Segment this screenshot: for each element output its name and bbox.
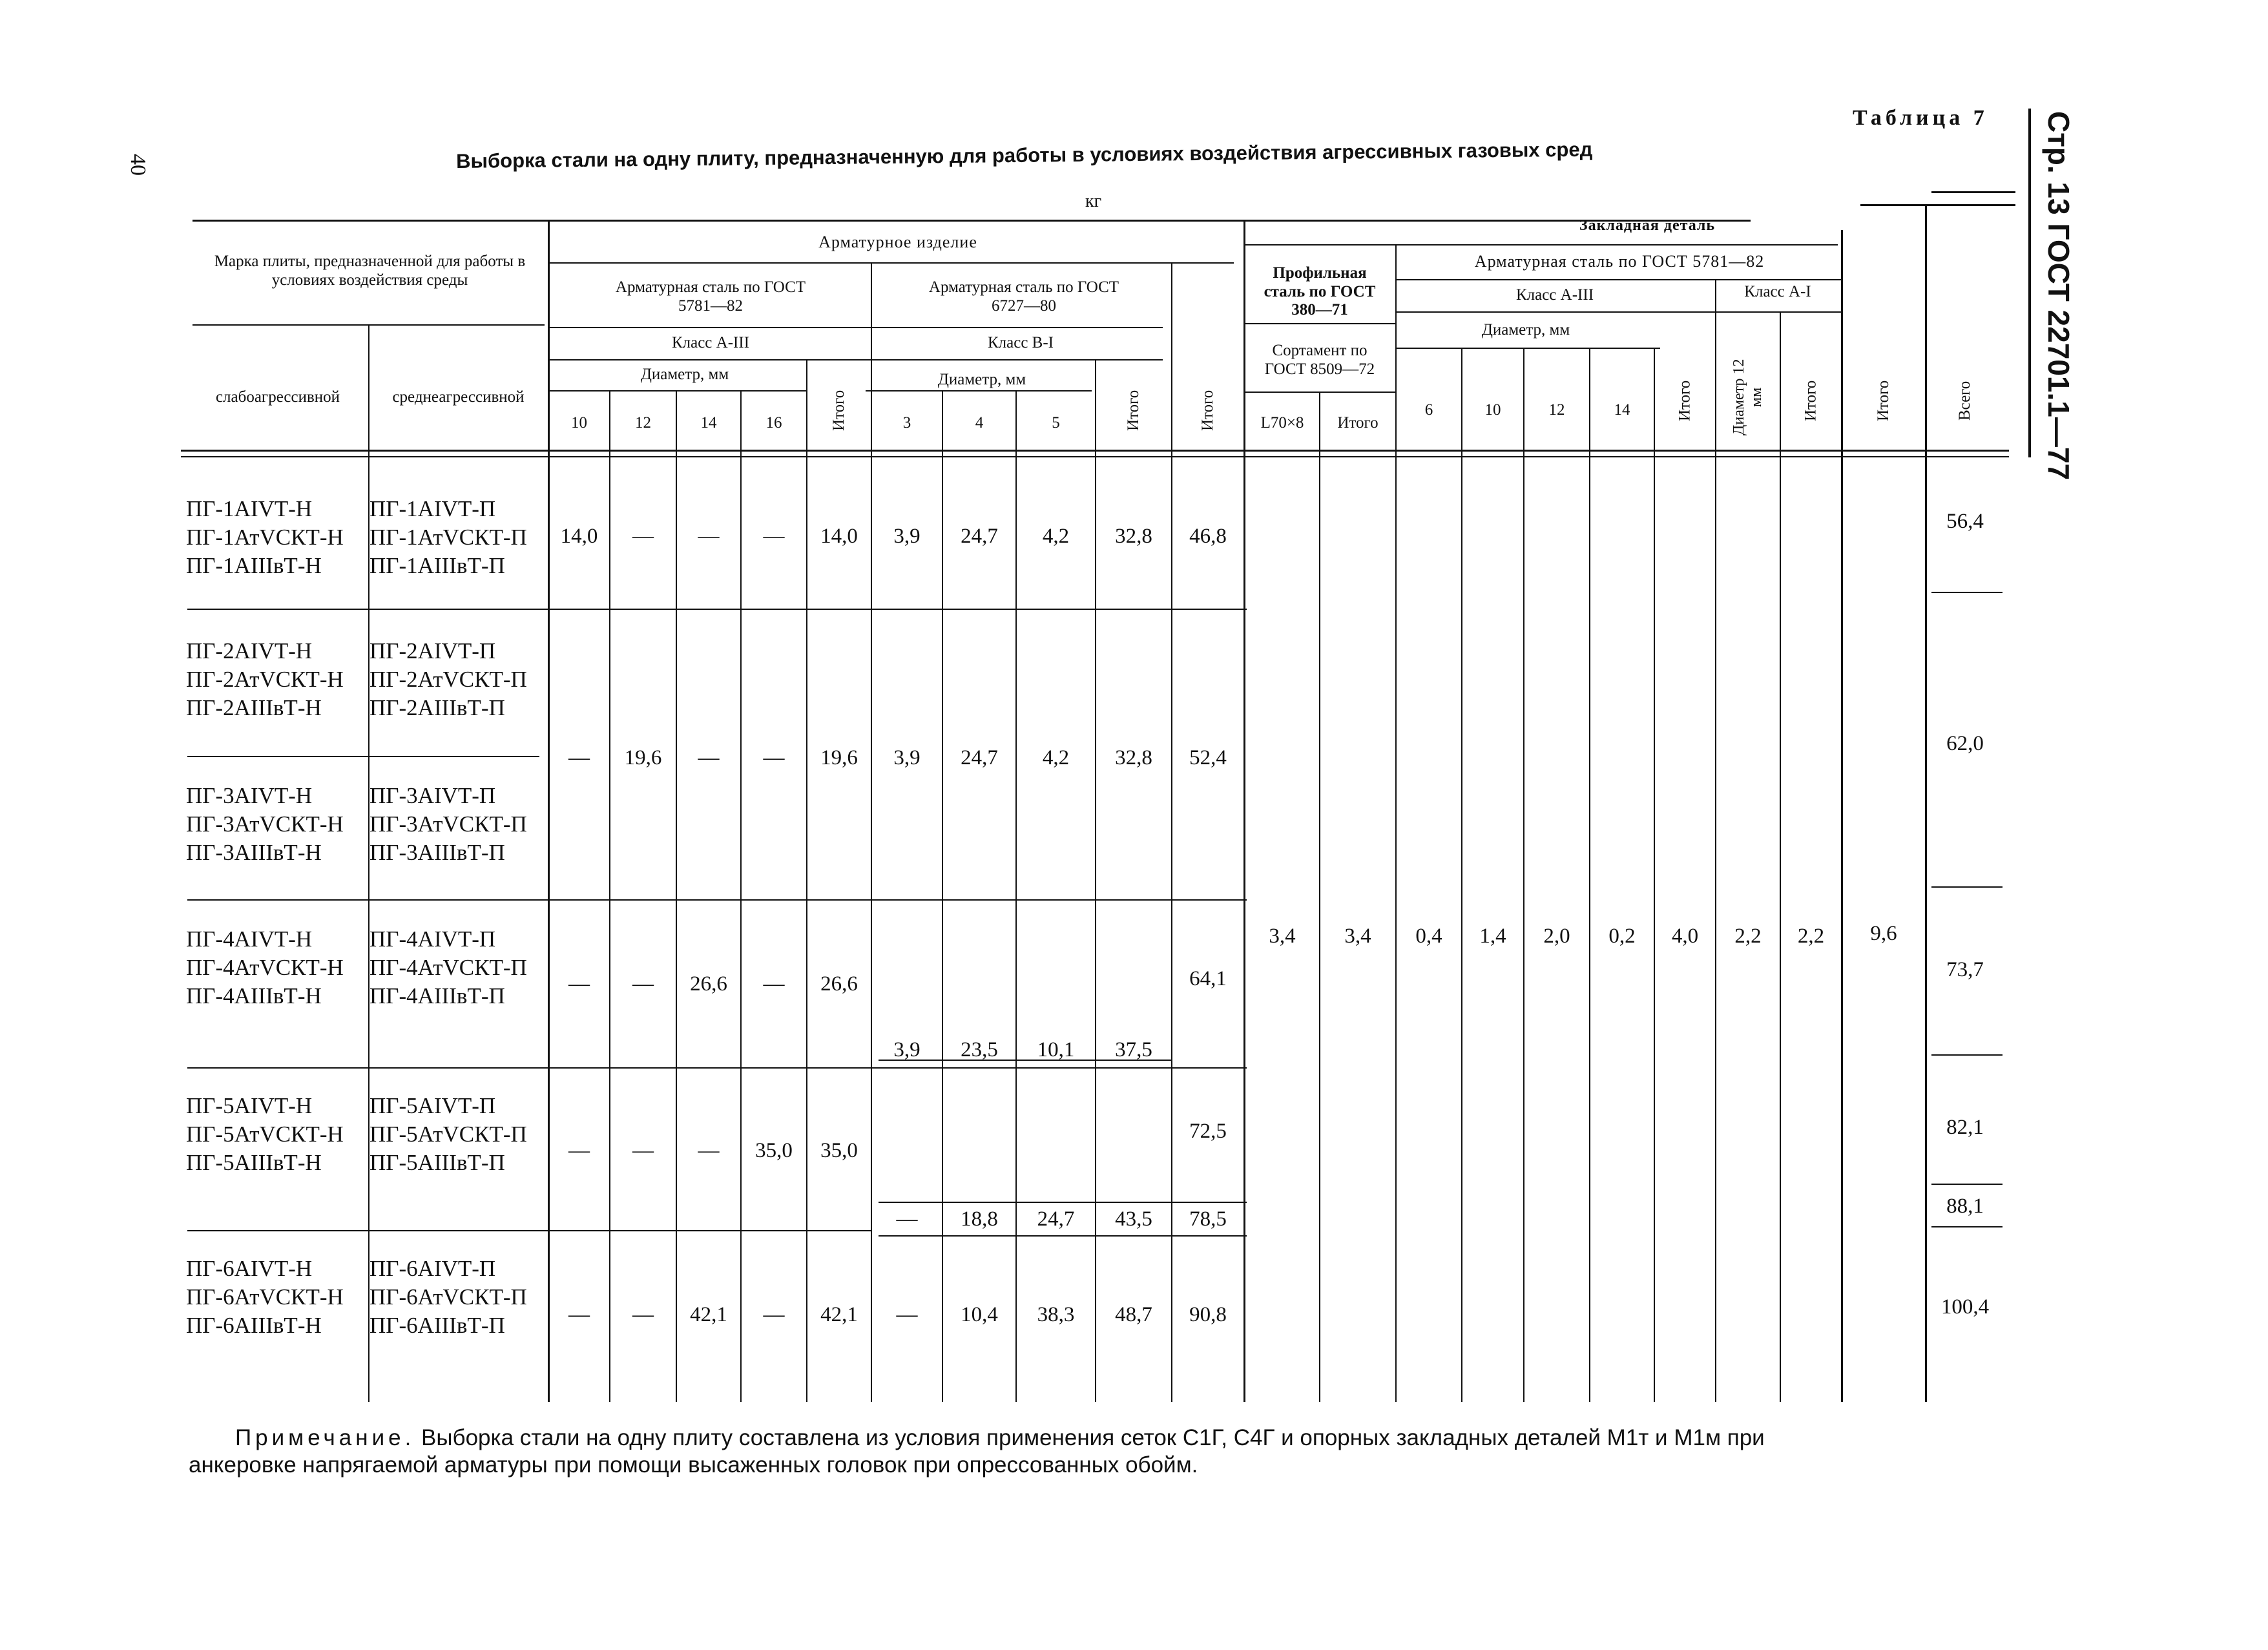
grid-line: [1715, 279, 1716, 1402]
cell-value: —: [568, 1302, 590, 1326]
cell-value: —: [763, 1302, 785, 1326]
header-mark-group: Марка плиты, предназначенной для работы в условиях воздействия среды: [214, 253, 526, 289]
mark-weak-g4: ПГ-4АIVТ-Н ПГ-4АтVСКТ-Н ПГ-4АIIIвТ-Н: [186, 926, 344, 1008]
header-e14: 14: [1614, 401, 1630, 419]
header-diameter-a3: Диаметр, мм: [640, 365, 729, 383]
grid-line: [548, 220, 550, 1402]
header-embedded-part: Закладная деталь: [1579, 216, 1716, 234]
cell-value: 14,0: [820, 524, 858, 548]
header-l70: L70×8: [1260, 413, 1304, 432]
header-steel-6727: Арматурная сталь по ГОСТ 6727—80: [928, 278, 1119, 315]
mark-weak-g6: ПГ-6АIVТ-Н ПГ-6АтVСКТ-Н ПГ-6АIIIвТ-Н: [186, 1256, 344, 1338]
cell-value: 3,4: [1269, 924, 1296, 948]
cell-value: 32,8: [1115, 524, 1152, 548]
cell-value: 3,9: [893, 1038, 921, 1061]
cell-value: 19,6: [624, 746, 662, 769]
cell-value: 18,8: [961, 1207, 998, 1231]
grid-line: [1589, 348, 1590, 1402]
header-emb-diam12: Диаметр 12 мм: [1731, 359, 1765, 436]
header-diameter-b1: Диаметр, мм: [937, 370, 1026, 388]
cell-value: —: [632, 524, 654, 548]
cell-value: 72,5: [1189, 1119, 1227, 1143]
cell-value: 0,4: [1415, 924, 1442, 948]
grid-line: [187, 899, 1247, 901]
cell-value: —: [632, 1302, 654, 1326]
grid-line: [1395, 348, 1660, 349]
cell-value: 42,1: [820, 1302, 858, 1326]
cell-value: 26,6: [690, 972, 727, 996]
cell-value: —: [632, 1138, 654, 1162]
header-d5: 5: [1052, 413, 1060, 432]
cell-value: 0,2: [1608, 924, 1636, 948]
cell-value: 23,5: [961, 1038, 998, 1061]
cell-value: 3,4: [1344, 924, 1371, 948]
cell-value: 4,2: [1042, 524, 1070, 548]
cell-value: 43,5: [1115, 1207, 1152, 1231]
unit-label: кг: [1085, 191, 1102, 211]
cell-value: —: [698, 746, 720, 769]
header-grand-total: Всего: [1956, 381, 1973, 421]
cell-value: 9,6: [1870, 921, 1897, 945]
grid-line: [1095, 359, 1096, 1402]
cell-value: 46,8: [1189, 524, 1227, 548]
grid-line: [1243, 220, 1245, 1402]
grid-line: [1931, 1226, 2003, 1227]
grid-line: [1860, 204, 2015, 206]
header-assortment: Сортамент по ГОСТ 8509—72: [1264, 342, 1375, 378]
grid-line: [806, 359, 807, 1402]
cell-value: 35,0: [820, 1138, 858, 1162]
cell-value: 48,7: [1115, 1302, 1152, 1326]
cell-value: —: [568, 1138, 590, 1162]
cell-value: 62,0: [1946, 731, 1984, 755]
cell-value: 100,4: [1940, 1295, 1990, 1319]
grid-line: [549, 390, 807, 392]
cell-value: 82,1: [1946, 1115, 1984, 1139]
grid-line: [1319, 392, 1320, 1402]
grid-line: [1931, 886, 2003, 888]
header-e6: 6: [1424, 401, 1433, 419]
cell-value: 26,6: [820, 972, 858, 996]
cell-value: 2,2: [1797, 924, 1825, 948]
cell-value: —: [896, 1302, 918, 1326]
grid-line: [1931, 592, 2003, 593]
mark-weak-g5: ПГ-5АIVТ-Н ПГ-5АтVСКТ-Н ПГ-5АIIIвТ-Н: [186, 1093, 344, 1175]
header-class-b1: Класс В-I: [987, 333, 1054, 351]
header-armature-product: Арматурное изделие: [818, 233, 977, 251]
mark-med-g4: ПГ-4АIVТ-П ПГ-4АтVСКТ-П ПГ-4АIIIвТ-П: [369, 926, 527, 1008]
grid-line: [1931, 1054, 2003, 1056]
cell-value: 56,4: [1946, 509, 1984, 533]
mark-weak-g2: ПГ-2АIVТ-Н ПГ-2АтVСКТ-Н ПГ-2АIIIвТ-Н: [186, 638, 344, 720]
mark-med-g6: ПГ-6АIVТ-П ПГ-6АтVСКТ-П ПГ-6АIIIвТ-П: [369, 1256, 527, 1338]
grid-line: [1523, 348, 1524, 1402]
grid-line: [1780, 311, 1781, 1402]
cell-value: —: [763, 746, 785, 769]
mark-med-g3: ПГ-3АIVТ-П ПГ-3АтVСКТ-П ПГ-3АIIIвТ-П: [369, 783, 527, 865]
cell-value: 24,7: [961, 746, 998, 769]
header-emb-total-a3: Итого: [1676, 380, 1694, 421]
cell-value: 88,1: [1946, 1194, 1984, 1218]
cell-value: —: [698, 1138, 720, 1162]
header-d10: 10: [571, 413, 587, 432]
mark-med-g5: ПГ-5АIVТ-П ПГ-5АтVСКТ-П ПГ-5АIIIвТ-П: [369, 1093, 527, 1175]
header-emb-class-a1: Класс А-I: [1744, 282, 1811, 300]
cell-value: 73,7: [1946, 957, 1984, 981]
cell-value: —: [568, 972, 590, 996]
side-label: Стр. 13 ГОСТ 22701.1—77: [2042, 111, 2076, 481]
cell-value: 2,2: [1734, 924, 1762, 948]
header-total-b: Итого: [1125, 390, 1142, 431]
header-total-product: Итого: [1199, 390, 1216, 431]
mark-med-g1: ПГ-1АIVТ-П ПГ-1АтVСКТ-П ПГ-1АIIIвТ-П: [369, 496, 527, 578]
cell-value: 10,4: [961, 1302, 998, 1326]
cell-value: 4,0: [1671, 924, 1699, 948]
cell-value: 1,4: [1479, 924, 1506, 948]
cell-value: —: [763, 972, 785, 996]
cell-value: 3,9: [893, 524, 921, 548]
cell-value: 64,1: [1189, 966, 1227, 990]
cell-value: 24,7: [961, 524, 998, 548]
side-rule: [2028, 109, 2031, 457]
cell-value: —: [698, 524, 720, 548]
grid-line: [1243, 323, 1395, 324]
cell-value: 14,0: [560, 524, 598, 548]
cell-value: 78,5: [1189, 1207, 1227, 1231]
header-l70-total: Итого: [1337, 413, 1378, 432]
header-d16: 16: [765, 413, 782, 432]
cell-value: —: [568, 746, 590, 769]
grid-line: [1931, 191, 2015, 193]
grid-line: [1654, 348, 1655, 1402]
header-d4: 4: [975, 413, 984, 432]
header-d14: 14: [700, 413, 717, 432]
header-steel-5781: Арматурная сталь по ГОСТ 5781—82: [615, 278, 806, 315]
grid-line: [549, 262, 1234, 264]
grid-line: [187, 1067, 1247, 1069]
mark-weak-g1: ПГ-1АIVТ-Н ПГ-1АтVСКТ-Н ПГ-1АIIIвТ-Н: [186, 496, 344, 578]
grid-line: [1461, 348, 1462, 1402]
mark-weak-g3: ПГ-3АIVТ-Н ПГ-3АтVСКТ-Н ПГ-3АIIIвТ-Н: [186, 783, 344, 865]
mark-med-g2: ПГ-2АIVТ-П ПГ-2АтVСКТ-П ПГ-2АIIIвТ-П: [369, 638, 527, 720]
cell-value: 42,1: [690, 1302, 727, 1326]
note-text-2: анкеровке напрягаемой арматуры при помощи высаженных головок при опрессованных обойм.: [189, 1452, 1198, 1478]
header-emb-total-a1: Итого: [1802, 380, 1820, 421]
header-emb-total: Итого: [1875, 380, 1892, 421]
note-text-1: Выборка стали на одну плиту составлена из условия применения сеток С1Г, С4Г и опорных закладных деталей М1т и М1м при: [421, 1425, 1765, 1450]
header-e10: 10: [1484, 401, 1501, 419]
cell-value: 90,8: [1189, 1302, 1227, 1326]
cell-value: —: [763, 524, 785, 548]
grid-line: [1931, 1184, 2003, 1185]
cell-value: 35,0: [755, 1138, 793, 1162]
cell-value: 38,3: [1037, 1302, 1075, 1326]
note-line-1: [235, 1425, 1765, 1451]
cell-value: 37,5: [1115, 1038, 1152, 1061]
header-class-a3: Класс А-III: [671, 333, 750, 351]
cell-value: —: [896, 1207, 918, 1231]
cell-value: 4,2: [1042, 746, 1070, 769]
header-e12: 12: [1548, 401, 1565, 419]
cell-value: 3,9: [893, 746, 921, 769]
cell-value: —: [632, 972, 654, 996]
cell-value: 2,0: [1543, 924, 1570, 948]
header-d3: 3: [902, 413, 911, 432]
header-emb-diameter: Диаметр, мм: [1481, 320, 1570, 339]
grid-line: [187, 1230, 872, 1231]
grid-line: [879, 1235, 1247, 1237]
grid-line: [1395, 311, 1841, 313]
header-emb-class-a3: Класс А-III: [1515, 286, 1594, 304]
cell-value: 52,4: [1189, 746, 1227, 769]
grid-line: [187, 609, 1247, 610]
table-label: Таблица 7: [1853, 106, 1988, 130]
header-profile-steel: Профильная сталь по ГОСТ 380—71: [1264, 264, 1376, 319]
table-title: Выборка стали на одну плиту, предназначенную для работы в условиях воздействия агрессивных газовых сред: [456, 138, 1593, 172]
cell-value: 10,1: [1037, 1038, 1075, 1061]
header-total-a: Итого: [830, 390, 848, 431]
cell-value: 24,7: [1037, 1207, 1075, 1231]
grid-line: [187, 756, 539, 757]
page-number: 40: [126, 154, 150, 176]
header-emb-steel-5781: Арматурная сталь по ГОСТ 5781—82: [1474, 252, 1765, 271]
cell-value: 32,8: [1115, 746, 1152, 769]
header-weak: слабоагрессивной: [215, 388, 340, 406]
header-medium: среднеагрессивной: [392, 388, 525, 406]
note-label: Примечание.: [235, 1425, 415, 1450]
cell-value: 19,6: [820, 746, 858, 769]
header-d12: 12: [635, 413, 651, 432]
